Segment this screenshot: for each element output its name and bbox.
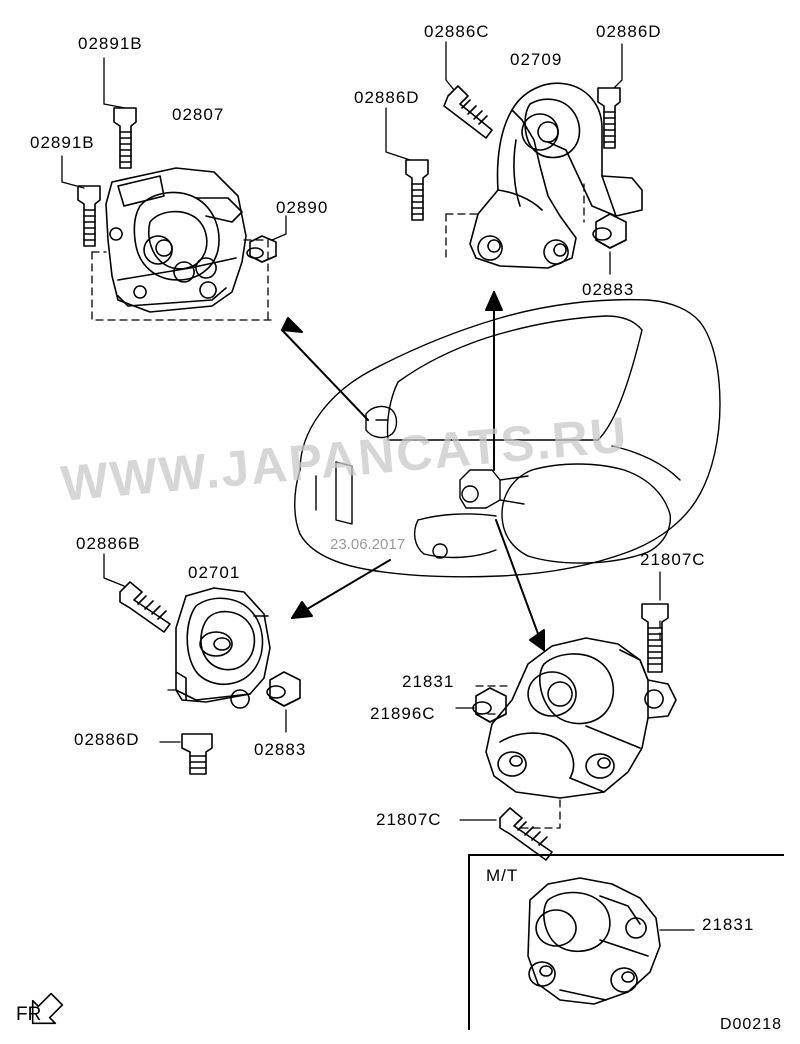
nut-02883-lower [267, 672, 300, 732]
part-label-21807c-upper: 21807C [640, 550, 706, 569]
bolt-02886b [104, 554, 170, 632]
part-label-02701: 02701 [188, 563, 241, 582]
bolt-02886d-mid [386, 108, 428, 220]
part-02807-mount [106, 168, 246, 312]
bolt-02886c [444, 42, 492, 138]
nut-02883-top [593, 214, 626, 274]
part-label-02886d-right: 02886D [596, 22, 662, 41]
bolt-21807c-upper [642, 572, 668, 672]
part-label-02890: 02890 [276, 198, 329, 217]
nut-21896c [456, 688, 506, 722]
date-stamp: 23.06.2017 [330, 536, 406, 553]
drawing-code: D00218 [719, 1016, 782, 1033]
part-02709-bracket [470, 83, 642, 268]
part-label-02883-top: 02883 [582, 280, 635, 299]
front-orientation-label: FR [16, 1004, 42, 1025]
bolt-02886d-lower [160, 734, 212, 774]
bolt-21807c-lower [460, 808, 552, 860]
dashed-leaders-right [446, 184, 584, 262]
part-label-21807c-lower: 21807C [376, 810, 442, 829]
watermark-text: WWW.JAPANCATS.RU [58, 406, 631, 512]
part-label-02886b: 02886B [76, 534, 141, 553]
part-02701-mount [176, 588, 270, 708]
part-label-02709: 02709 [510, 50, 563, 69]
part-label-02883-lower: 02883 [254, 740, 307, 759]
part-label-21896c: 21896C [370, 704, 436, 723]
inset-mt-label: M/T [486, 866, 519, 885]
bolt-02891b-top [104, 58, 136, 168]
part-label-02886d-lower: 02886D [74, 730, 140, 749]
part-label-02891b-top: 02891B [78, 34, 143, 53]
bolt-02891b-left [62, 156, 100, 246]
nut-02890 [247, 216, 286, 262]
part-label-02886d-mid: 02886D [354, 88, 420, 107]
part-label-02807: 02807 [172, 105, 225, 124]
part-label-21831: 21831 [402, 672, 455, 691]
part-label-02886c: 02886C [424, 22, 490, 41]
part-label-21831-inset: 21831 [702, 915, 755, 934]
part-label-02891b-left: 02891B [30, 133, 95, 152]
